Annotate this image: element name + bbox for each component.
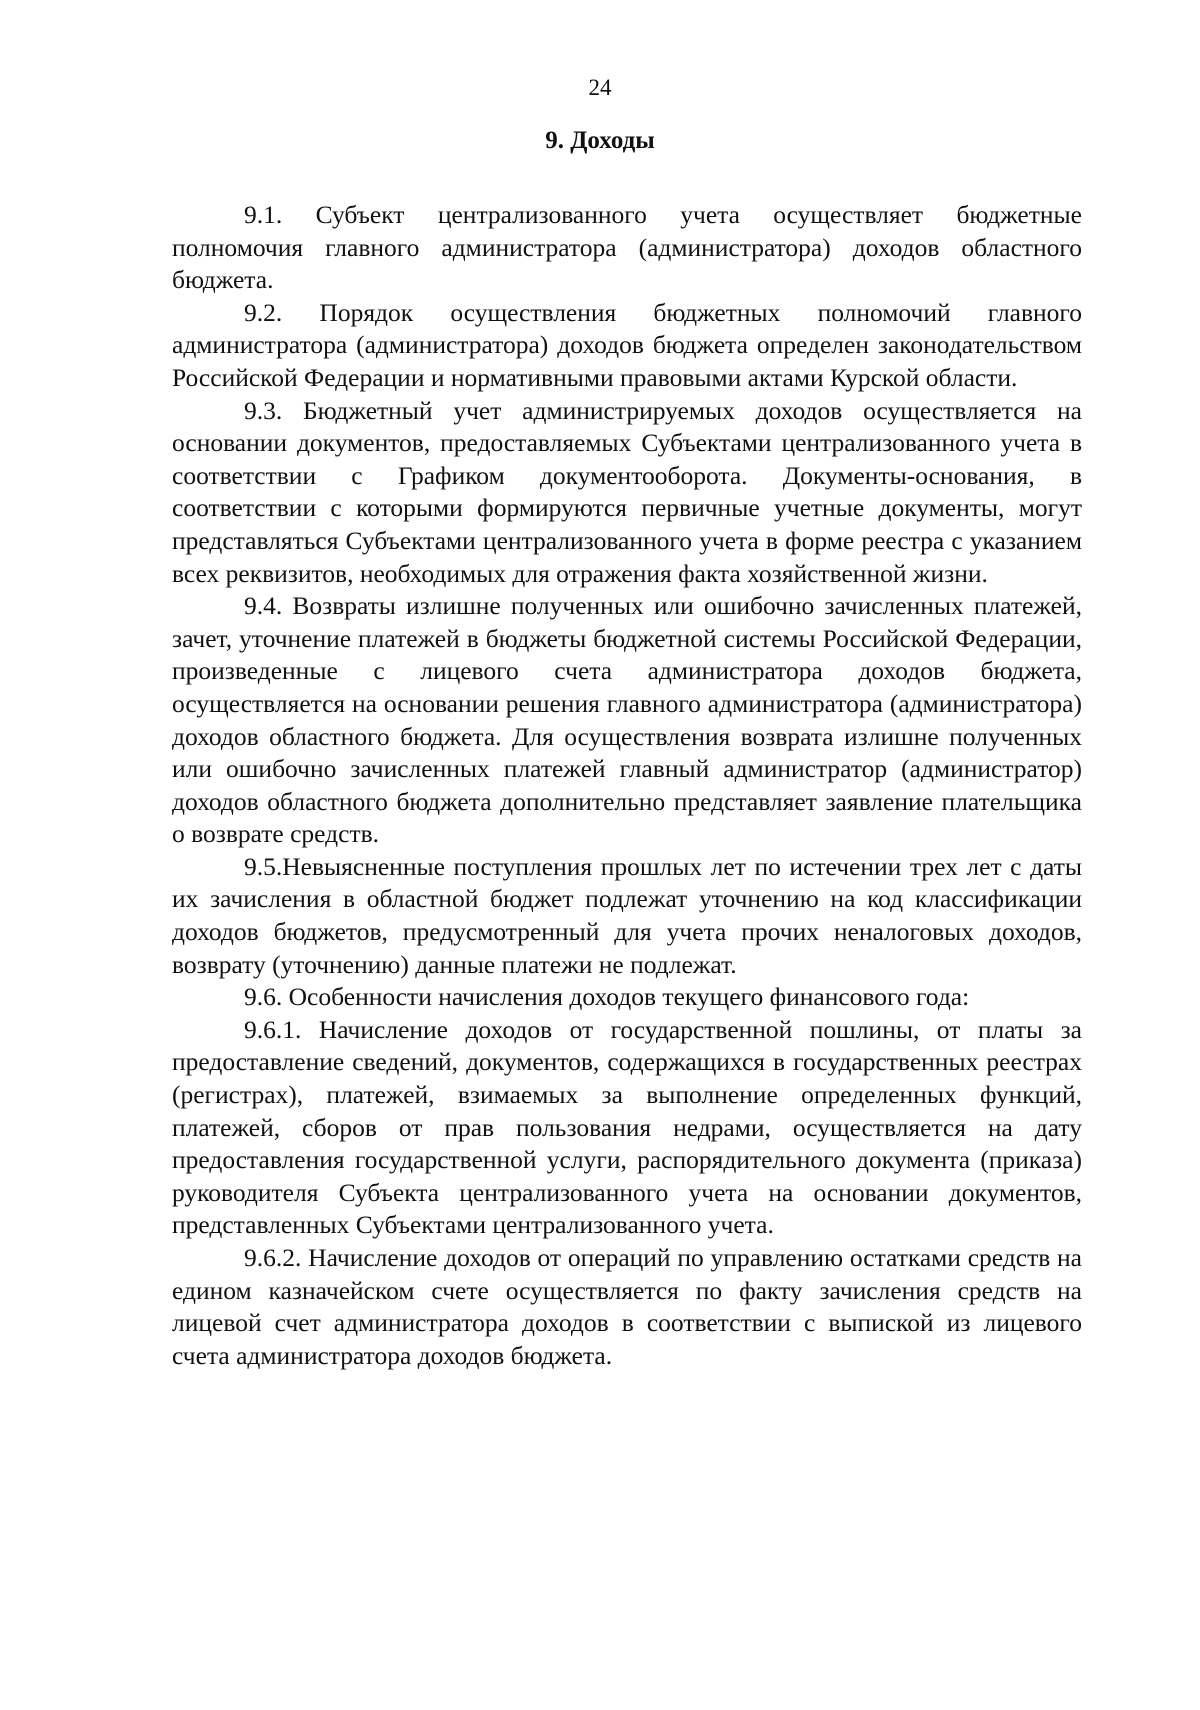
paragraph-9-1: 9.1. Субъект централизованного учета осуществляет бюджетные полномочия главного администратора (администратора) доходов областного бюджета.: [172, 200, 1082, 295]
document-body: [172, 199, 1082, 1372]
paragraph-9-4: 9.4. Возвраты излишне полученных или ошибочно зачисленных платежей, зачет, уточнение платежей в бюджеты бюджетной системы Российской Федерации, произведенные с лицевого счета администратора доходов бюджета, осуществляется на основании решения главного администратора (администратора) доходов областного бюджета. Для осуществления возврата излишне полученных или ошибочно зачисленных платежей главный администратор (администратор) доходов областного бюджета дополнительно представляет заявление плательщика о возврате средств.: [172, 591, 1082, 849]
paragraph-9-6: 9.6. Особенности начисления доходов текущего финансового года:: [244, 982, 970, 1012]
paragraph-9-5: 9.5.Невыясненные поступления прошлых лет по истечении трех лет с даты их зачисления в областной бюджет подлежат уточнению на код классификации доходов бюджетов, предусмотренный для учета прочих неналоговых доходов, возврату (уточнению) данные платежи не подлежат.: [172, 851, 1082, 979]
section-title: 9. Доходы: [545, 127, 655, 154]
paragraph-9-2: 9.2. Порядок осуществления бюджетных полномочий главного администратора (администратора) доходов бюджета определен законодательством Российской Федерации и нормативными правовыми актами Курской области.: [172, 297, 1082, 392]
paragraph-9-3: 9.3. Бюджетный учет администрируемых доходов осуществляется на основании документов, предоставляемых Субъектами централизованного учета в соответствии с Графиком документооборота. Документы-основания, в соответствии с которыми формируются первичные учетные документы, могут представляться Субъектами централизованного учета в форме реестра с указанием всех реквизитов, необходимых для отражения факта хозяйственной жизни.: [172, 395, 1082, 588]
paragraph-9-6-2: 9.6.2. Начисление доходов от операций по управлению остатками средств на едином казначейском счете осуществляется по факту зачисления средств на лицевой счет администратора доходов в соответствии с выпиской из лицевого счета администратора доходов бюджета.: [172, 1243, 1082, 1370]
page-number: 24: [588, 75, 612, 100]
paragraph-9-6-1: 9.6.1. Начисление доходов от государственной пошлины, от платы за предоставление сведений, документов, содержащихся в государственных реестрах (регистрах), платежей, взимаемых за выполнение определенных функций, платежей, сборов от прав пользования недрами, осуществляется на дату предоставления государственной услуги, распорядительного документа (приказа) руководителя Субъекта централизованного учета на основании документов, представленных Субъектами централизованного учета.: [172, 1014, 1082, 1240]
